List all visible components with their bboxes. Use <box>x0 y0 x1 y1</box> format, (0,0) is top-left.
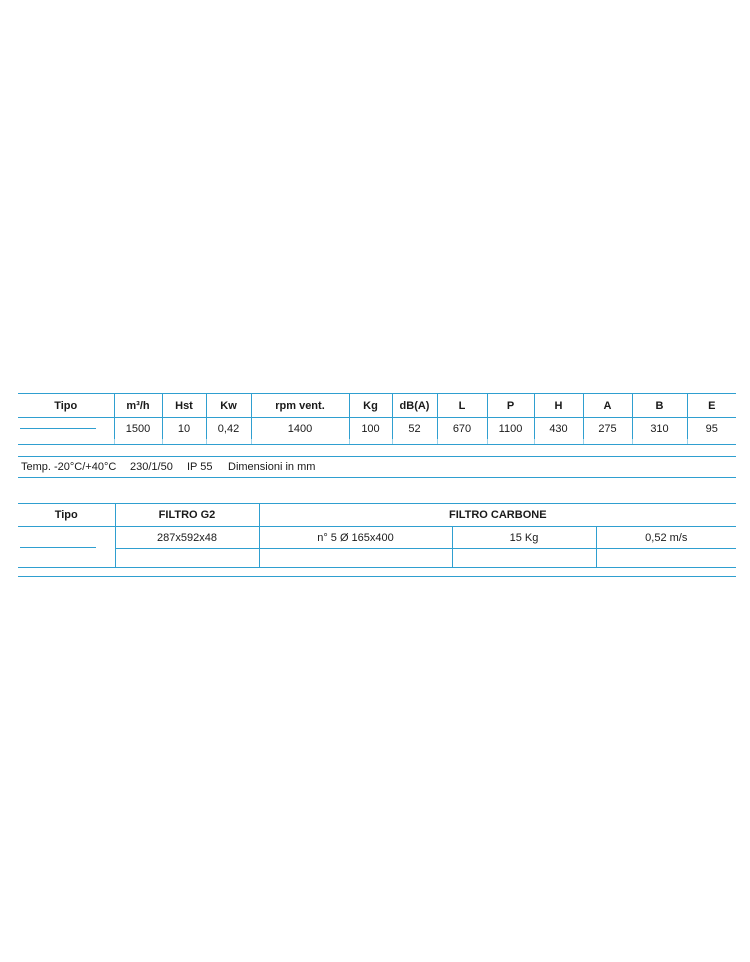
spec-header-rpm: rpm vent. <box>251 394 349 418</box>
spec-header-h: H <box>534 394 583 418</box>
filter-value-g2-size: 287x592x48 <box>115 527 259 549</box>
spec-value-e: 95 <box>687 418 736 440</box>
spec-header-tipo: Tipo <box>18 394 114 418</box>
conditions-row <box>18 456 736 478</box>
filter-header-row <box>18 504 736 527</box>
spec-table <box>18 393 736 445</box>
spec-header-dba: dB(A) <box>392 394 437 418</box>
spec-value-a: 275 <box>583 418 632 440</box>
filter-table <box>18 503 736 568</box>
filter-header-g2: FILTRO G2 <box>115 504 259 527</box>
filter-header-tipo: Tipo <box>18 504 115 527</box>
spec-value-rpm: 1400 <box>251 418 349 440</box>
spec-header-kg: Kg <box>349 394 392 418</box>
spec-header-row <box>18 394 736 418</box>
spec-value-b: 310 <box>632 418 687 440</box>
spec-header-flow: m³/h <box>114 394 162 418</box>
power-supply: 230/1/50 <box>130 461 173 473</box>
filter-value-carbon-count: n° 5 Ø 165x400 <box>259 527 452 549</box>
spec-value-kg: 100 <box>349 418 392 440</box>
dimensions-note: Dimensioni in mm <box>228 461 316 473</box>
filter-divider <box>20 547 96 548</box>
spec-header-a: A <box>583 394 632 418</box>
filter-value-air-speed: 0,52 m/s <box>596 527 736 549</box>
spec-value-dba: 52 <box>392 418 437 440</box>
spec-value-p: 1100 <box>487 418 534 440</box>
filter-value-row <box>18 527 736 549</box>
filter-header-carbone: FILTRO CARBONE <box>259 504 736 527</box>
bottom-rule <box>18 576 736 577</box>
filter-spacer-row <box>18 549 736 568</box>
filter-value-tipo <box>18 527 115 549</box>
spec-header-e: E <box>687 394 736 418</box>
spec-header-b: B <box>632 394 687 418</box>
spec-value-l: 670 <box>437 418 487 440</box>
spec-value-row <box>18 418 736 440</box>
spec-spacer-row <box>18 439 736 445</box>
spec-divider <box>20 428 96 429</box>
filter-value-carbon-weight: 15 Kg <box>452 527 596 549</box>
spec-value-kw: 0,42 <box>206 418 251 440</box>
spec-value-hst: 10 <box>162 418 206 440</box>
spec-value-flow: 1500 <box>114 418 162 440</box>
spec-header-kw: Kw <box>206 394 251 418</box>
spec-header-p: P <box>487 394 534 418</box>
spec-header-l: L <box>437 394 487 418</box>
protection-rating: IP 55 <box>187 461 213 473</box>
spec-header-hst: Hst <box>162 394 206 418</box>
temperature-range: Temp. -20°C/+40°C <box>21 461 117 473</box>
spec-value-h: 430 <box>534 418 583 440</box>
